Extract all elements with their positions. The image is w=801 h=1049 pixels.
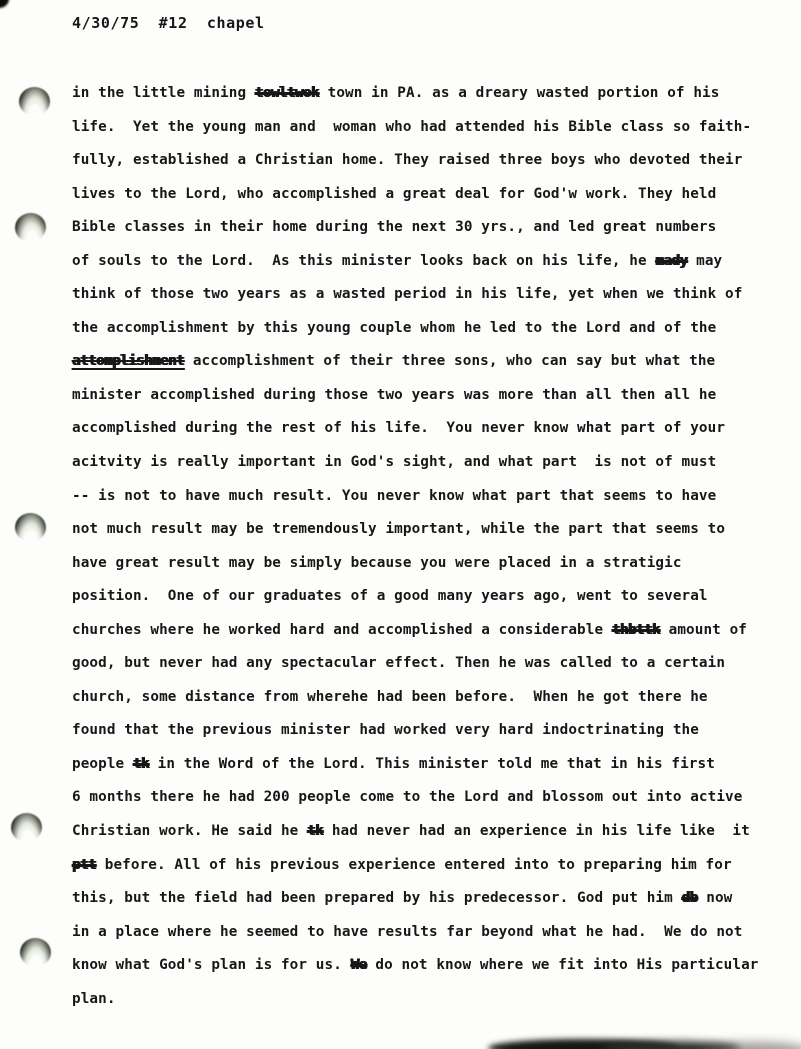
text-line bbox=[72, 379, 762, 413]
text-line bbox=[72, 949, 762, 983]
hole-punch-icon bbox=[14, 512, 46, 543]
hole-punch-icon bbox=[10, 812, 43, 843]
text-line bbox=[72, 547, 762, 581]
text-line bbox=[72, 278, 762, 312]
text-line bbox=[72, 480, 762, 514]
corner-scan-artifact bbox=[0, 0, 9, 8]
text-segment: amount of bbox=[659, 621, 747, 638]
text-segment: in a place where he seemed to have results far beyond what he had. We do not bbox=[72, 923, 743, 940]
text-segment: in the little mining bbox=[72, 85, 255, 101]
text-segment: life. Yet the young man and woman who had attended his Bible class so faith- bbox=[72, 118, 752, 135]
text-line bbox=[72, 111, 762, 145]
text-segment: town in PA. as a dreary wasted portion of his bbox=[318, 85, 720, 101]
text-segment: 6 months there he had 200 people come to the Lord and blossom out into active bbox=[72, 789, 743, 806]
text-segment: of souls to the Lord. As this minister looks back on his life, he bbox=[72, 252, 656, 269]
text-segment: the accomplishment by this young couple whom he led to the Lord and of the bbox=[72, 319, 717, 336]
text-line bbox=[72, 178, 762, 212]
text-line bbox=[72, 916, 762, 950]
text-segment: this, but the field had been prepared by his predecessor. God put him bbox=[72, 890, 682, 907]
text-line bbox=[72, 781, 762, 815]
text-segment: position. One of our graduates of a good many years ago, went to several bbox=[72, 588, 708, 605]
text-segment: churches where he worked hard and accomplished a considerable bbox=[72, 621, 612, 638]
text-line bbox=[72, 882, 762, 916]
struck-text: tk bbox=[307, 823, 324, 840]
text-segment: before. All of his previous experience entered into to preparing him for bbox=[96, 856, 732, 873]
text-segment: may bbox=[687, 252, 723, 269]
text-line bbox=[72, 614, 762, 648]
struck-text: thbttk bbox=[611, 621, 660, 638]
text-segment: not much result may be tremendously important, while the part that seems to bbox=[72, 521, 726, 538]
text-line bbox=[72, 446, 762, 480]
document-body bbox=[72, 77, 762, 1016]
text-line bbox=[72, 647, 762, 681]
text-segment: -- is not to have much result. You never know what part that seems to have bbox=[72, 487, 717, 504]
text-line bbox=[72, 412, 762, 446]
text-line bbox=[72, 849, 762, 883]
text-segment: know what God's plan is for us. bbox=[72, 957, 351, 974]
struck-text: db bbox=[681, 890, 698, 907]
struck-text: ptt bbox=[72, 856, 97, 873]
hole-punch-icon bbox=[19, 87, 50, 116]
struck-text: tk bbox=[132, 755, 149, 772]
struck-text: mady bbox=[655, 252, 688, 269]
text-segment: now bbox=[697, 890, 733, 907]
hole-punch-icon bbox=[20, 937, 52, 967]
page-title: 4/30/75 #12 chapel bbox=[72, 14, 265, 32]
text-segment: good, but never had any spectacular effect. Then he was called to a certain bbox=[72, 655, 726, 672]
text-line bbox=[72, 312, 762, 346]
text-line bbox=[72, 580, 762, 614]
text-segment: in the Word of the Lord. This minister told me that in his first bbox=[148, 755, 715, 772]
text-segment: think of those two years as a wasted period in his life, yet when we think of bbox=[72, 286, 743, 303]
text-segment: minister accomplished during those two years was more than all then all he bbox=[72, 386, 717, 403]
text-segment: fully, established a Christian home. They raised three boys who devoted their bbox=[72, 152, 743, 169]
text-segment: church, some distance from wherehe had been before. When he got there he bbox=[72, 688, 708, 705]
text-line bbox=[72, 345, 762, 379]
text-segment: accomplishment of their three sons, who can say but what the bbox=[184, 353, 716, 370]
text-segment: lives to the Lord, who accomplished a great deal for God'w work. They held bbox=[72, 185, 717, 202]
struck-text: towltwok bbox=[254, 85, 319, 101]
text-segment: acitvity is really important in God's sight, and what part is not of must bbox=[72, 454, 717, 471]
text-segment: accomplished during the rest of his life. You never know what part of your bbox=[72, 420, 726, 437]
text-line bbox=[72, 748, 762, 782]
text-segment: Bible classes in their home during the next 30 yrs., and led great numbers bbox=[72, 219, 717, 236]
text-segment: had never had an experience in his life like it bbox=[323, 823, 750, 840]
text-line bbox=[72, 144, 762, 178]
struck-text: attomplishment bbox=[72, 353, 185, 370]
text-segment: Christian work. He said he bbox=[72, 823, 308, 840]
text-line bbox=[72, 77, 762, 111]
text-line bbox=[72, 681, 762, 715]
text-line bbox=[72, 245, 762, 279]
text-segment: do not know where we fit into His particular bbox=[366, 957, 759, 974]
struck-text: We bbox=[350, 957, 367, 974]
text-segment: have great result may be simply because you were placed in a stratigic bbox=[72, 554, 682, 571]
text-line bbox=[72, 714, 762, 748]
text-segment: people bbox=[72, 755, 133, 772]
hole-punch-icon bbox=[14, 211, 48, 243]
text-line bbox=[72, 211, 762, 245]
text-line bbox=[72, 815, 762, 849]
text-segment: plan. bbox=[72, 990, 116, 1007]
text-segment: found that the previous minister had worked very hard indoctrinating the bbox=[72, 722, 699, 739]
text-line bbox=[72, 983, 762, 1017]
text-line bbox=[72, 513, 762, 547]
